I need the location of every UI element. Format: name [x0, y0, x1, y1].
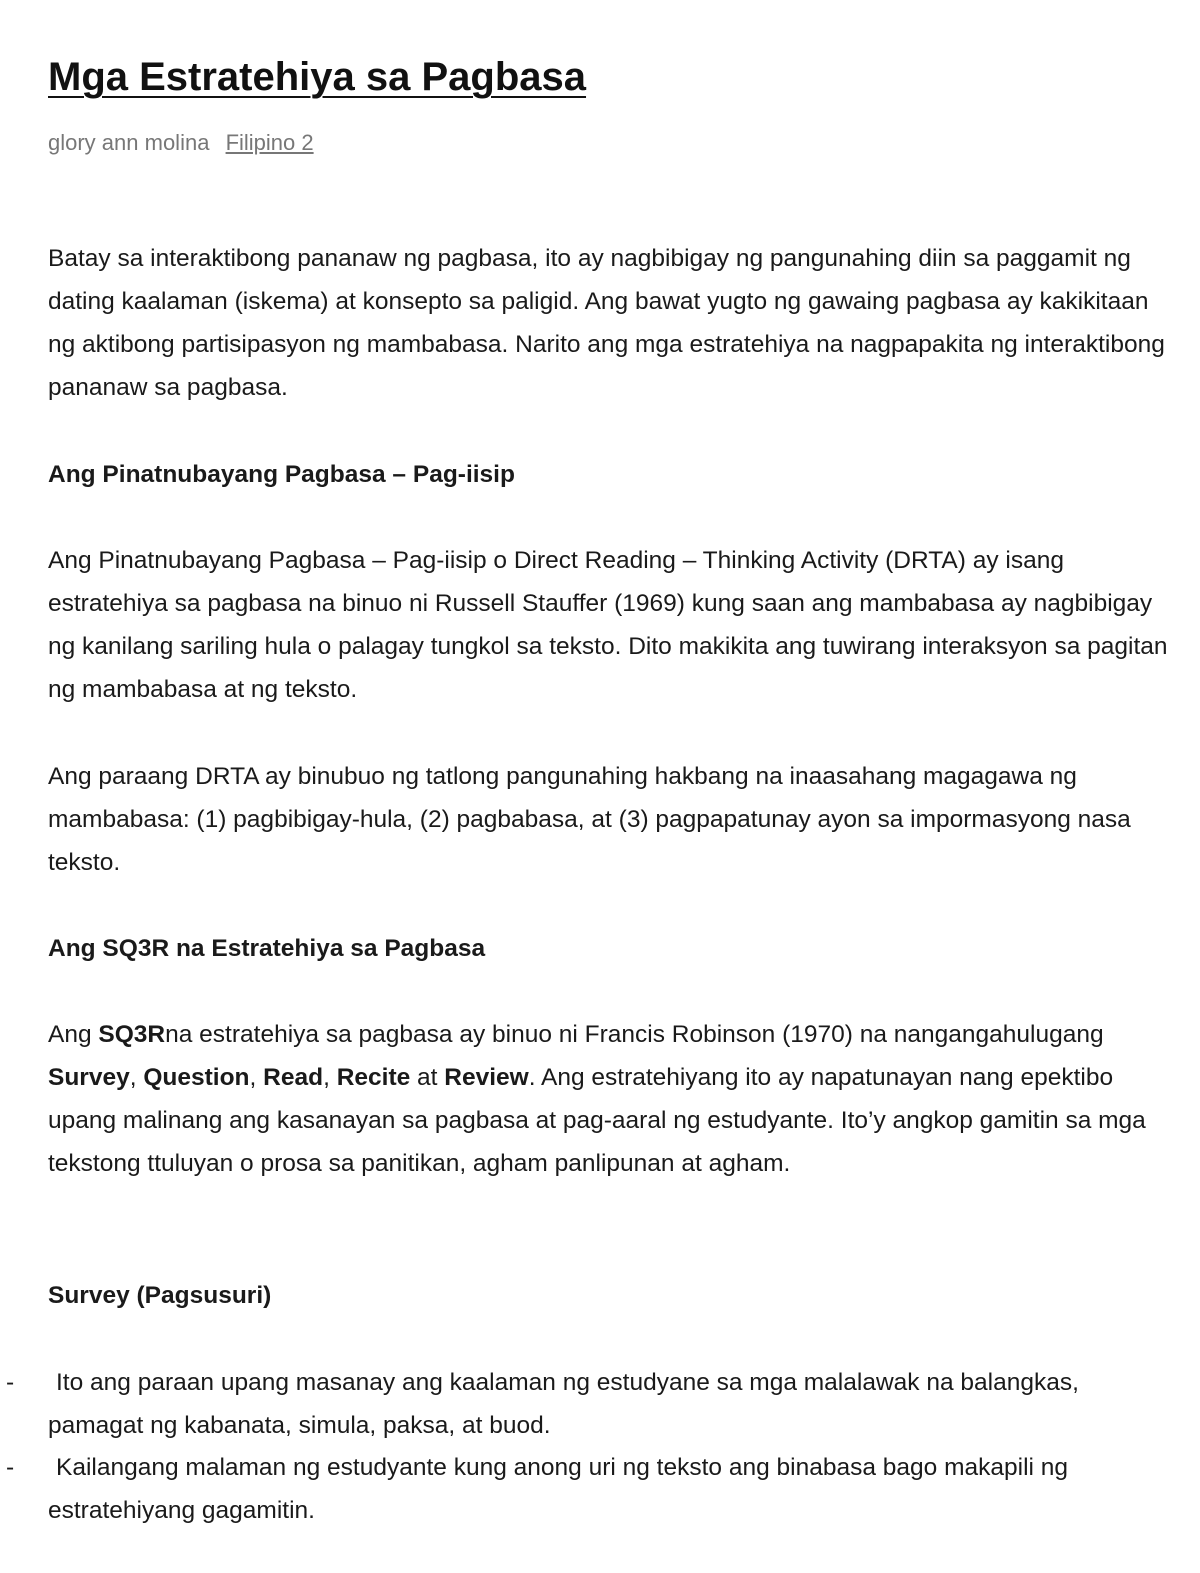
course-link[interactable]: Filipino 2 [225, 130, 314, 155]
survey-heading: Survey (Pagsusuri) [48, 1282, 272, 1309]
bold-term-review: Review [444, 1064, 529, 1091]
text-run: na estratehiya sa pagbasa ay binuo ni Francis Robinson (1970) na nangangahulugang [165, 1021, 1104, 1048]
intro-paragraph: Batay sa interaktibong pananaw ng pagbasa, ito ay nagbibigay ng pangunahing diin sa paggamit ng dating kaalaman (iskema) at konsepto sa paligid. Ang bawat yugto ng gawaing pagbasa ay kakikitaan ng aktibong partisipasyon ng mambabasa. Narito ang mga estratehiya na nagpapakita ng interaktibong pananaw sa pagbasa. [48, 245, 1165, 401]
drta-paragraph-2: Ang paraang DRTA ay binubuo ng tatlong pangunahing hakbang na inaasahang magagawa ng mambabasa: (1) pagbibigay-hula, (2) pagbabasa, at (3) pagpapatunay ayon sa impormasyong nasa teksto. [48, 763, 1131, 876]
list-item [6, 1446, 1168, 1532]
drta-paragraph-1: Ang Pinatnubayang Pagbasa – Pag-iisip o Direct Reading – Thinking Activity (DRTA) ay isang estratehiya sa pagbasa na binuo ni Russell Stauffer (1969) kung saan ang mambabasa ay nagbibigay ng kanilang sariling hula o palagay tungkol sa teksto. Dito makikita ang tuwirang interaksyon sa pagitan ng mambabasa at ng teksto. [48, 547, 1168, 703]
text-run: , [129, 1064, 144, 1091]
text-run: at [410, 1064, 445, 1091]
document-meta [48, 130, 314, 156]
bold-term-recite: Recite [336, 1064, 411, 1091]
text-run: , [249, 1064, 264, 1091]
bullet-dash: - [6, 1369, 15, 1396]
page-title: Mga Estratehiya sa Pagbasa [48, 55, 587, 99]
list-item [6, 1361, 1168, 1447]
bullet-dash: - [6, 1454, 15, 1481]
drta-heading: Ang Pinatnubayang Pagbasa – Pag-iisip [48, 461, 515, 488]
bullet-text: Ito ang paraan upang masanay ang kaalaman ng estudyane sa mga malalawak na balangkas, pamagat ng kabanata, simula, paksa, at buod. [48, 1369, 1079, 1439]
bullet-text: Kailangang malaman ng estudyante kung anong uri ng teksto ang binabasa bago makapili ng estratehiyang gagamitin. [48, 1454, 1069, 1524]
text-run: Ang [48, 1021, 99, 1048]
bold-term-sq3r: SQ3R [98, 1021, 166, 1048]
bold-term-read: Read [263, 1064, 324, 1091]
sq3r-heading: Ang SQ3R na Estratehiya sa Pagbasa [48, 935, 486, 962]
text-run: , [323, 1064, 337, 1091]
sq3r-paragraph [48, 1013, 1178, 1185]
text-run: . Ang estratehiyang ito ay napatunayan nang epektibo upang malinang ang kasanayan sa pagbasa at pag-aaral ng estudyante. Ito’y angkop gamitin sa mga tekstong ttuluyan o prosa sa panitikan, agham panlipunan at agham. [48, 1064, 1146, 1177]
bold-term-question: Question [143, 1064, 250, 1091]
author-name: glory ann molina [48, 130, 210, 155]
bold-term-survey: Survey [48, 1064, 130, 1091]
